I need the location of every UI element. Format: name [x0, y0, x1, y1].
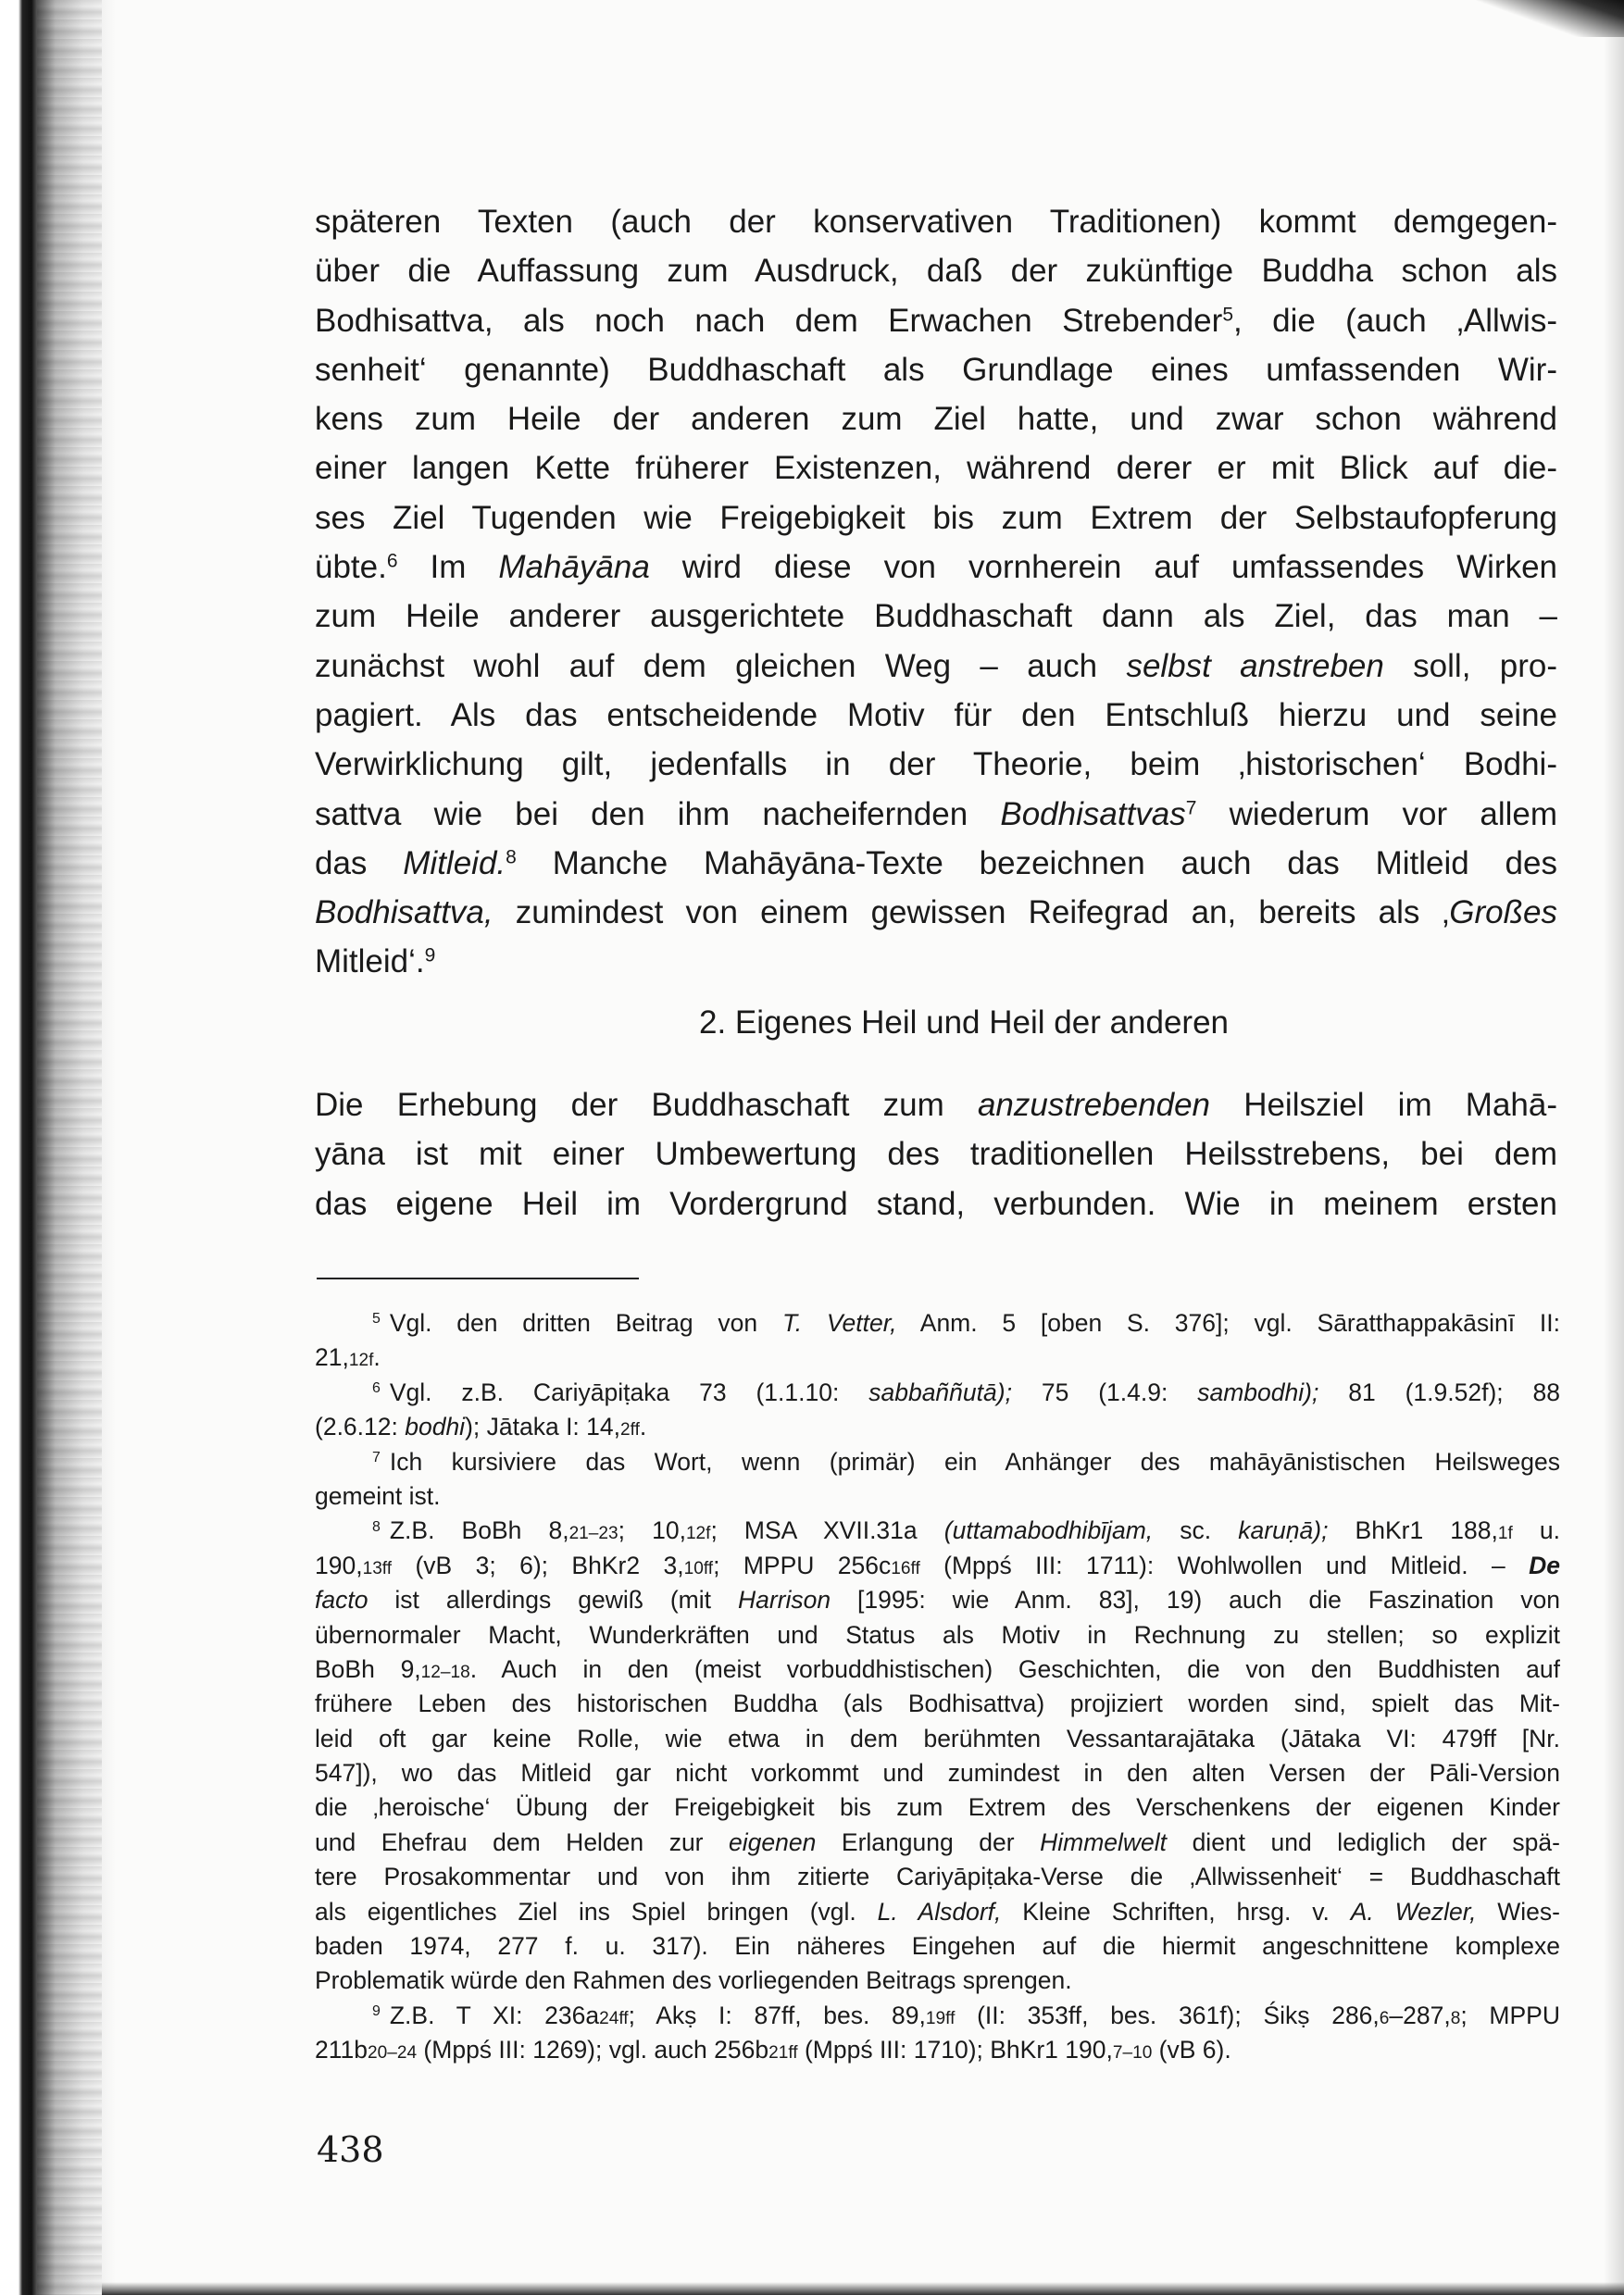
text-segment: (2.6.12: [315, 1413, 406, 1441]
footnote-reference[interactable]: 7 [1185, 797, 1197, 819]
footnotes [315, 1306, 1560, 2068]
footnote-7 [315, 1445, 1560, 1515]
text-segment: (vB 6). [1152, 2036, 1231, 2064]
text-line [315, 839, 1557, 888]
section-heading: 2. Eigenes Heil und Heil der anderen [698, 1004, 1230, 1041]
text-segment: sattva wie bei den ihm nacheifernden [315, 795, 1001, 832]
text-line [315, 1129, 1557, 1179]
text-segment: Manche Mahāyāna-Texte bezeichnen auch das Mitleid des [516, 844, 1557, 881]
subscript-text: 21ff [768, 2043, 798, 2064]
text-line [315, 493, 1557, 543]
subscript-text: 2ff [620, 1420, 640, 1441]
paragraph-2 [315, 1080, 1557, 1229]
text-segment: und Ehefrau dem Helden zur [315, 1827, 730, 1856]
paragraph-1 [315, 197, 1557, 987]
text-line [315, 937, 1557, 986]
text-segment: ); Jātaka I: 14, [465, 1413, 620, 1441]
text-segment: [1995: wie Anm. 83], 19) auch die Faszination von [831, 1586, 1560, 1615]
text-segment: senheit‘ genannte) Buddhaschaft als Grundlage eines umfassenden Wir- [315, 351, 1557, 388]
text-segment: Heilsziel im Mahā- [1210, 1087, 1558, 1123]
text-segment: . [639, 1413, 647, 1441]
footnote-reference[interactable]: 9 [424, 944, 436, 967]
text-segment: Wies- [1476, 1897, 1560, 1926]
text-line [315, 1929, 1560, 1964]
subscript-text: 21–23 [568, 1524, 618, 1544]
subscript-text: 12f [685, 1524, 711, 1544]
italic-text: Bodhisattvas [1000, 795, 1186, 832]
text-segment: yāna ist mit einer Umbewertung des traditionellen Heilsstrebens, bei dem [315, 1136, 1557, 1173]
italic-text: Bodhisattva, [315, 894, 493, 931]
text-segment: (II: 353ff, bes. 361f); Śikṣ 286, [955, 2001, 1380, 2029]
italic-text: sambodhi); [1197, 1378, 1319, 1406]
text-segment: ses Ziel Tugenden wie Freigebigkeit bis zum Extrem der Selbstaufopferung [315, 499, 1557, 536]
subscript-text: 7–10 [1112, 2043, 1153, 2064]
italic-text: karuṇā); [1238, 1516, 1329, 1545]
text-line [315, 1790, 1560, 1825]
text-segment: wird diese von vornherein auf umfassendes Wirken [649, 549, 1557, 586]
scan-bottom-edge [102, 2282, 1624, 2295]
text-line [315, 1653, 1560, 1687]
text-line [315, 1895, 1560, 1929]
subscript-text: 8 [1450, 2008, 1461, 2028]
text-segment: (vB 3; 6); BhKr2 3, [392, 1551, 684, 1579]
text-segment: zunächst wohl auf dem gleichen Weg – auch [315, 647, 1127, 684]
text-segment: 75 (1.4.9: [1011, 1378, 1198, 1406]
text-segment: ; MSA XVII.31a [710, 1516, 944, 1545]
subscript-text: 1f [1497, 1524, 1513, 1544]
italic-text: Harrison [737, 1586, 831, 1615]
text-segment: , die (auch ‚Allwis- [1233, 302, 1557, 339]
footnote-number: 5 [372, 1311, 381, 1328]
text-segment: zum Heile anderer ausgerichtete Buddhaschaft dann als Ziel, das man – [315, 598, 1557, 635]
text-segment: Vgl. z.B. Cariyāpiṭaka 73 (1.1.10: [389, 1378, 869, 1406]
text-segment: Vgl. den dritten Beitrag von [389, 1309, 782, 1337]
text-segment: Kleine Schriften, hrsg. v. [1001, 1897, 1351, 1926]
subscript-text: 16ff [891, 1558, 920, 1578]
text-segment: soll, pro- [1383, 647, 1557, 684]
footnote-number: 6 [372, 1380, 381, 1397]
text-line [315, 790, 1557, 839]
text-line [315, 888, 1557, 937]
text-segment: frühere Leben des historischen Buddha (als Bodhisattva) projiziert worden sind, spielt das Mit- [315, 1690, 1560, 1718]
text-segment: als eigentliches Ziel ins Spiel bringen (vgl. [315, 1897, 878, 1926]
text-segment: zumindest von einem gewissen Reifegrad an, bereits als ‚ [493, 894, 1450, 931]
text-segment: (Mppś III: 1711): Wohlwollen und Mitleid. – [919, 1551, 1530, 1579]
text-line [315, 1618, 1560, 1653]
footnote-number: 9 [372, 2003, 381, 2020]
text-line [315, 543, 1557, 592]
italic-text: Mitleid. [403, 844, 506, 881]
text-segment: Die Erhebung der Buddhaschaft zum [315, 1087, 978, 1123]
text-segment: wiederum vor allem [1196, 795, 1557, 832]
italic-text: anzustrebenden [977, 1087, 1211, 1123]
text-segment: BhKr1 188, [1328, 1516, 1498, 1545]
text-segment: BoBh 9, [315, 1654, 421, 1683]
italic-text: (uttamabodhibījam, [943, 1516, 1154, 1545]
italic-text: sabbaññutā); [868, 1378, 1012, 1406]
text-segment: einer langen Kette früherer Existenzen, während derer er mit Blick auf die- [315, 450, 1557, 487]
text-segment: ; Akṣ I: 87ff, bes. 89, [628, 2001, 926, 2029]
text-segment: ; 10, [618, 1516, 686, 1545]
text-segment: . Auch in den (meist vorbuddhistischen) Geschichten, die von den Buddhisten auf [469, 1654, 1560, 1683]
italic-text: bodhi [405, 1413, 466, 1441]
text-segment: Mitleid‘. [315, 943, 425, 980]
footnote-number: 7 [372, 1449, 381, 1466]
text-segment: Verwirklichung gilt, jedenfalls in der Theorie, beim ‚historischen‘ Bodhi- [315, 746, 1557, 783]
italic-text: eigenen [729, 1827, 817, 1856]
text-segment: . [373, 1343, 381, 1372]
subscript-text: 19ff [925, 2008, 956, 2028]
text-segment: 21, [315, 1343, 349, 1372]
subscript-text: 12–18 [420, 1662, 470, 1682]
footnote-6 [315, 1376, 1560, 1445]
text-segment: gemeint ist. [315, 1481, 441, 1510]
text-line [315, 1179, 1557, 1229]
text-segment: 211b [315, 2036, 368, 2064]
text-segment: ; MPPU 256c [713, 1551, 892, 1579]
text-line [315, 1964, 1560, 1998]
subscript-text: 24ff [599, 2008, 629, 2028]
text-segment: leid oft gar keine Rolle, wie etwa in dem berühmten Vessantarajātaka (Jātaka VI: 479ff [Nr. [315, 1724, 1560, 1752]
text-segment: übernormaler Macht, Wunderkräften und Status als Motiv in Rechnung zu stellen; so explizit [315, 1620, 1560, 1649]
italic-text: De [1529, 1551, 1560, 1579]
text-line [315, 642, 1557, 691]
footnote-8 [315, 1514, 1560, 1998]
text-line [315, 1687, 1560, 1721]
text-line [315, 1376, 1560, 1410]
text-line [315, 296, 1557, 345]
footnote-5 [315, 1306, 1560, 1376]
text-segment: das eigene Heil im Vordergrund stand, verbunden. Wie in meinem ersten [315, 1185, 1557, 1222]
text-line [315, 691, 1557, 740]
scan-right-edge [1604, 37, 1624, 2295]
text-segment: dient und lediglich der spä- [1167, 1827, 1560, 1856]
text-segment: tere Prosakommentar und von ihm zitierte Cariyāpiṭaka-Verse die ‚Allwissenheit‘ = Buddhaschaft [315, 1863, 1560, 1891]
subscript-text: 6 [1379, 2008, 1390, 2028]
text-segment: Z.B. BoBh 8, [389, 1516, 569, 1545]
text-line [315, 592, 1557, 641]
italic-text: A. Wezler, [1350, 1897, 1477, 1926]
italic-text: Himmelwelt [1040, 1827, 1168, 1856]
text-segment: das [315, 844, 404, 881]
text-line [315, 1445, 1560, 1479]
text-line [315, 1341, 1560, 1375]
italic-text: facto [315, 1586, 369, 1615]
text-line [315, 1722, 1560, 1756]
text-segment: Problematik würde den Rahmen des vorliegenden Beitrags sprengen. [315, 1966, 1072, 1995]
text-segment: die ‚heroische‘ Übung der Freigebigkeit bis zum Extrem des Verschenkens der eigenen Kinder [315, 1793, 1560, 1822]
text-line [315, 740, 1557, 789]
text-line [315, 394, 1557, 443]
text-segment: pagiert. Als das entscheidende Motiv für den Entschluß hierzu und seine [315, 696, 1557, 733]
text-line [315, 1514, 1560, 1548]
text-line [315, 246, 1557, 295]
italic-text: Mahāyāna [498, 549, 650, 586]
text-segment: ; MPPU [1460, 2001, 1560, 2029]
footnote-reference[interactable]: 6 [386, 550, 398, 572]
text-line [315, 1826, 1560, 1860]
text-segment: (Mppś III: 1710); BhKr1 190, [797, 2036, 1113, 2064]
text-segment: über die Auffassung zum Ausdruck, daß der zukünftige Buddha schon als [315, 253, 1557, 290]
text-line [315, 345, 1557, 394]
text-segment: u. [1512, 1516, 1560, 1545]
italic-text: L. Alsdorf, [877, 1897, 1002, 1926]
text-line [315, 1583, 1560, 1617]
text-line [315, 1479, 1560, 1514]
subscript-text: 20–24 [368, 2043, 418, 2064]
text-segment: übte. [315, 549, 387, 586]
italic-text: Großes [1449, 894, 1557, 931]
text-segment: sc. [1153, 1516, 1239, 1545]
text-segment: späteren Texten (auch der konservativen Traditionen) kommt demgegen- [315, 204, 1557, 240]
italic-text: selbst anstreben [1126, 647, 1384, 684]
footnote-9 [315, 1999, 1560, 2068]
subscript-text: 12f [348, 1351, 374, 1371]
footnote-separator [317, 1278, 639, 1279]
footnote-number: 8 [372, 1518, 381, 1535]
text-segment: Erlangung der [816, 1827, 1041, 1856]
text-line [315, 1549, 1560, 1583]
text-segment: Ich kursiviere das Wort, wenn (primär) ein Anhänger des mahāyānistischen Heilsweges [389, 1447, 1560, 1476]
text-line [315, 1860, 1560, 1894]
text-line [315, 1756, 1560, 1790]
text-segment: (Mppś III: 1269); vgl. auch 256b [417, 2036, 769, 2064]
text-segment: 547]), wo das Mitleid gar nicht vorkommt und zumindest in den alten Versen der Pāli-Version [315, 1759, 1560, 1788]
text-segment: Z.B. T XI: 236a [389, 2001, 600, 2029]
text-segment: ist allerdings gewiß (mit [368, 1586, 738, 1615]
text-line [315, 1410, 1560, 1444]
scan-corner-shadow [1476, 0, 1624, 37]
subscript-text: 13ff [362, 1558, 393, 1578]
text-segment: baden 1974, 277 f. u. 317). Ein näheres Eingehen auf die hiermit angeschnittene komplexe [315, 1932, 1560, 1961]
text-line [315, 2033, 1560, 2067]
text-line [315, 443, 1557, 493]
italic-text: T. Vetter, [781, 1309, 897, 1337]
text-segment: Anm. 5 [oben S. 376]; vgl. Sāratthappakāsinī II: [896, 1309, 1560, 1337]
text-line [315, 1999, 1560, 2033]
subscript-text: 10ff [683, 1558, 714, 1578]
text-segment: 190, [315, 1551, 363, 1579]
text-segment: Im [397, 549, 499, 586]
text-segment: Bodhisattva, als noch nach dem Erwachen Strebender [315, 302, 1223, 339]
text-line [315, 197, 1557, 246]
text-segment: –287, [1389, 2001, 1451, 2029]
footnote-reference[interactable]: 8 [506, 846, 517, 868]
page-number: 438 [317, 2129, 384, 2170]
text-segment: kens zum Heile der anderen zum Ziel hatte, und zwar schon während [315, 401, 1557, 438]
text-line [315, 1080, 1557, 1129]
text-line [315, 1306, 1560, 1341]
text-segment: 81 (1.9.52f); 88 [1318, 1378, 1560, 1406]
book-binding-shadow [0, 0, 116, 2295]
footnote-reference[interactable]: 5 [1222, 304, 1233, 326]
